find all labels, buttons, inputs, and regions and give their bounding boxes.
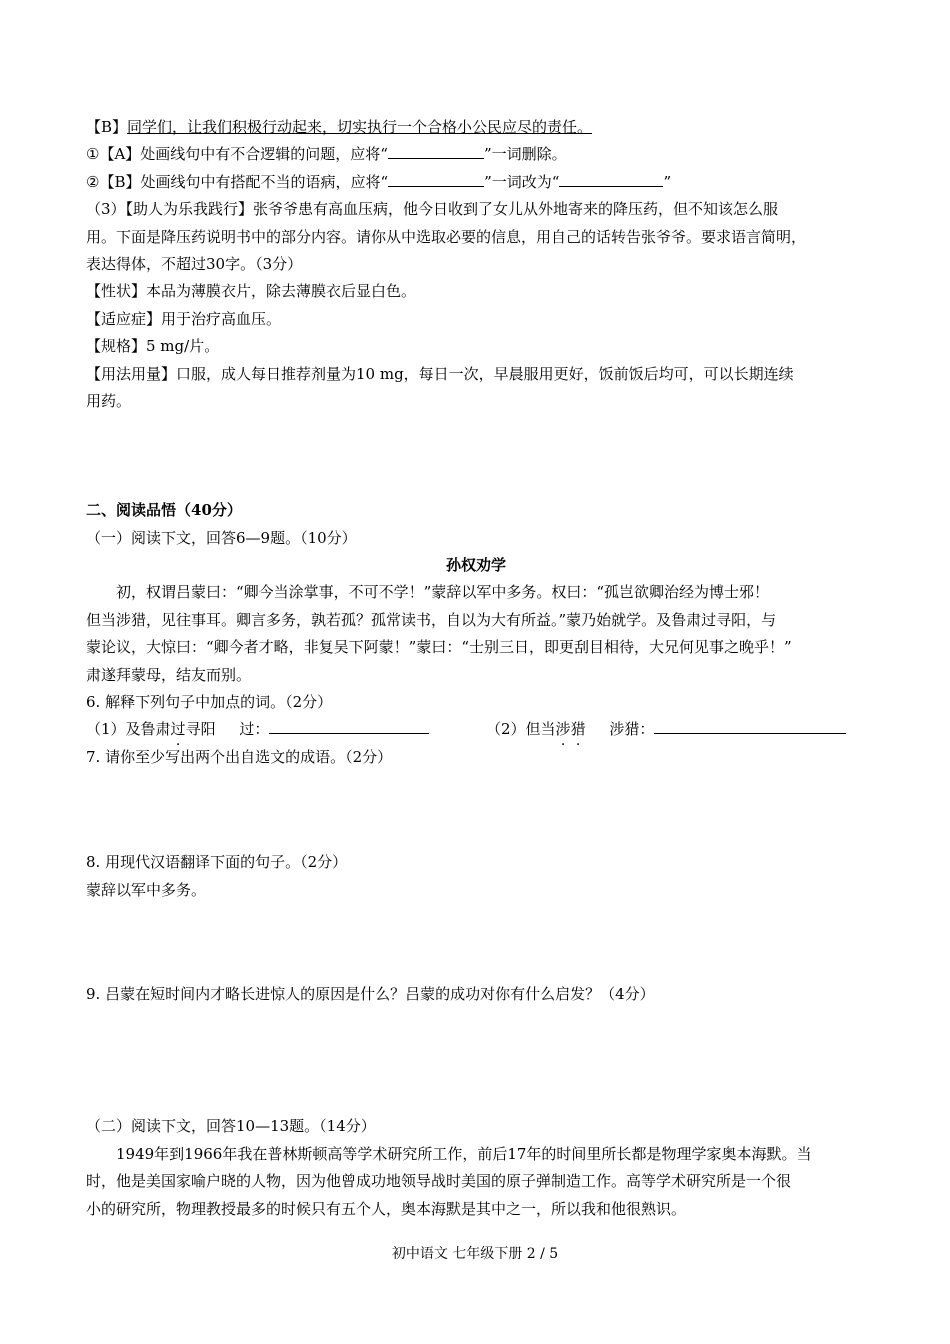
passage2-line: 小的研究所，物理教授最多的时候只有五个人，奥本海默是其中之一，所以我和他很熟识。 [86,1199,687,1218]
dotted-word-she: 涉 [555,720,571,739]
question-6-item1 [86,716,486,743]
question-a-line [86,141,866,168]
dotted-word-guo: 过 [170,720,186,739]
passage-line: 肃遂拜蒙母，结友而别。 [86,665,252,684]
question-6-items [86,716,866,743]
answer-blank-b1[interactable] [388,169,484,187]
passage-line: 蒙论议，大惊曰：“卿今者才略，非复吴下阿蒙！”蒙曰：“士别三日，即更刮目相待，大兄何见事之晚乎！” [86,638,792,657]
answer-space-8[interactable] [86,904,866,981]
question-b-mid: ”一词改为“ [484,172,560,191]
question-8: 8. 用现代汉语翻译下面的句子。（2分） [86,853,348,872]
question-b-suffix: ” [663,172,672,191]
passage-line: 但当涉猎，见往事耳。卿言多务，孰若孤？孤常读书，自以为大有所益。”蒙乃始就学。及鲁肃过寻阳，与 [86,610,777,629]
question-b-line [86,169,866,196]
q6-2-prefix: （2）但当 [486,720,556,739]
medicine-property: 【性状】本品为薄膜衣片，除去薄膜衣后显白色。 [86,282,417,301]
medicine-usage-line1: 【用法用量】口服，成人每日推荐剂量为10 mg，每日一次，早晨服用更好，饭前饭后均可，可以长期连续 [86,364,794,383]
question-6-item2 [486,720,846,738]
q6-2-label: 涉猎： [609,720,655,739]
medicine-indication: 【适应症】用于治疗高血压。 [86,309,282,328]
passage-line: 初，权谓吕蒙曰：“卿今当涂掌事，不可不学！”蒙辞以军中多务。权曰：“孤岂欲卿治经为博士邪！ [116,583,770,602]
passage-title: 孙权劝学 [445,556,506,575]
page-footer: 初中语文 七年级下册 2 / 5 [391,1246,559,1262]
question-3-line2: 用。下面是降压药说明书中的部分内容。请你从中选取必要的信息，用自己的话转告张爷爷。要求语言简明， [86,227,807,246]
question-3-line3: 表达得体，不超过30字。（3分） [86,254,303,273]
question-a-text: ①【A】处画线句中有不合逻辑的问题，应将“ [86,145,388,164]
answer-space-9[interactable] [86,1008,866,1113]
answer-blank-b2[interactable] [559,169,663,187]
answer-space-7[interactable] [86,771,866,849]
answer-blank-a[interactable] [388,141,484,159]
question-b-text: ②【B】处画线句中有搭配不当的语病，应将“ [86,172,389,191]
answer-blank-q6-1[interactable] [269,716,429,734]
question-3-line1: （3）【助人为乐我践行】张爷爷患有高血压病，他今日收到了女儿从外地寄来的降压药，但不知该怎么服 [86,200,779,219]
question-a-suffix: ”一词删除。 [483,145,567,164]
answer-blank-q6-2[interactable] [654,716,846,734]
passage2-line: 1949年到1966年我在普林斯顿高等学术研究所工作，前后17年的时间里所长都是物理学家奥本海默。当 [116,1144,812,1163]
underlined-sentence-b: 同学们，让我们积极行动起来，切实执行一个合格小公民应尽的责任。 [127,118,593,136]
answer-space-3[interactable] [86,415,866,497]
q6-1-suffix: 寻阳 [185,720,216,739]
sentence-b [86,114,866,141]
medicine-usage-line2: 用药。 [86,391,132,410]
section-heading: 二、阅读品悟（40分） [86,501,242,520]
q6-1-prefix: （1）及鲁肃 [86,720,171,739]
question-9: 9. 吕蒙在短时间内才略长进惊人的原因是什么？吕蒙的成功对你有什么启发？（4分） [86,984,655,1003]
question-7: 7. 请你至少写出两个出自选文的成语。（2分） [86,747,393,766]
part1-intro: （一）阅读下文，回答6—9题。（10分） [86,528,357,547]
passage2-line: 时，他是美国家喻户晓的人物，因为他曾成功地领导战时美国的原子弹制造工作。高等学术研究所是一个很 [86,1172,792,1191]
label-b: 【B】 [86,118,128,136]
question-6: 6. 解释下列句子中加点的词。（2分） [86,693,333,712]
q6-1-label: 过： [239,720,270,739]
medicine-spec: 【规格】5 mg/片。 [86,337,220,356]
part2-intro: （二）阅读下文，回答10—13题。（14分） [86,1117,376,1136]
question-8-sentence: 蒙辞以军中多务。 [86,880,207,899]
document-page [86,114,866,1223]
dotted-word-lie: 猎 [570,720,586,739]
